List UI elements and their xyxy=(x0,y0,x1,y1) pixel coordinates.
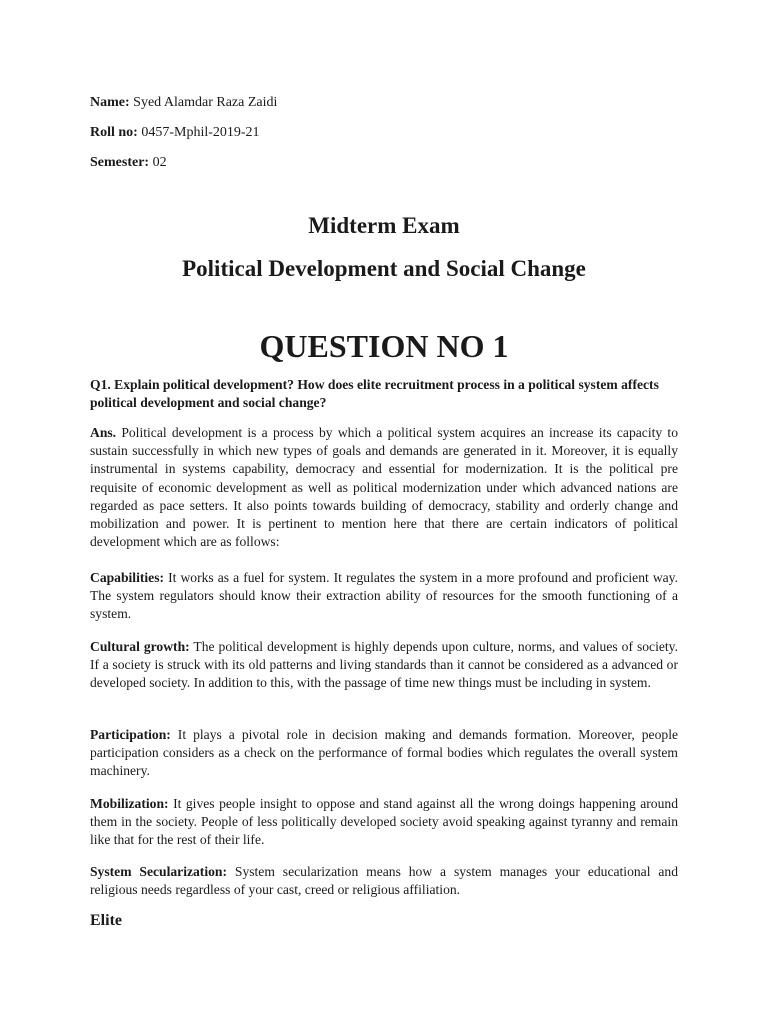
roll-label: Roll no: xyxy=(90,125,138,140)
name-label: Name: xyxy=(90,95,130,110)
indicator-text: It gives people insight to oppose and stand against all the wrong doings happening around them in the society. People of less politically developed society avoid speaking against tyranny and remain like that for the rest of their life. xyxy=(90,796,678,848)
indicator-label: Capabilities: xyxy=(90,570,165,585)
elite-heading: Elite xyxy=(90,912,122,929)
indicator-text: System secularization means how a system manages your educational and religious needs regardless of your cast, creed or religious affiliation. xyxy=(90,864,678,898)
indicator-cultural-growth xyxy=(90,638,678,693)
question-heading: QUESTION NO 1 xyxy=(259,328,509,364)
indicator-system-secularization xyxy=(90,863,678,899)
answer-paragraph xyxy=(90,424,678,551)
indicator-mobilization xyxy=(90,795,678,850)
exam-title: Midterm Exam xyxy=(308,213,460,238)
semester-value: 02 xyxy=(149,155,167,170)
answer-label: Ans. xyxy=(90,425,117,440)
semester-label: Semester: xyxy=(90,155,150,170)
student-name xyxy=(90,94,277,112)
question-text: Q1. Explain political development? How does elite recruitment process in a political system affects political development and social change? xyxy=(90,377,659,411)
name-value: Syed Alamdar Raza Zaidi xyxy=(129,95,278,110)
roll-value: 0457-Mphil-2019-21 xyxy=(137,125,260,140)
indicator-capabilities xyxy=(90,569,678,624)
indicator-participation xyxy=(90,726,678,781)
indicator-label: Cultural growth: xyxy=(90,639,190,654)
indicator-label: Participation: xyxy=(90,727,171,742)
indicator-text: It plays a pivotal role in decision making and demands formation. Moreover, people participation considers as a check on the performance of formal bodies which regulates the overall system machinery. xyxy=(90,727,678,779)
semester xyxy=(90,154,167,172)
answer-text: Political development is a process by which a political system acquires an increase its capacity to sustain successfully in which new types of goals and demands are generated in it. Moreover, it is equally instrumental in systems capability, democracy and essential for modernization. It is the political pre requisite of economic development as well as political modernization under which advanced nations are regarded as pace setters. It also points towards building of democracy, stability and orderly change and mobilization and power. It is pertinent to mention here that there are certain indicators of political development which are as follows: xyxy=(90,425,678,550)
indicator-label: Mobilization: xyxy=(90,796,169,811)
roll-number xyxy=(90,124,260,142)
indicator-label: System Secularization: xyxy=(90,864,227,879)
indicator-text: The political development is highly depends upon culture, norms, and values of society. If a society is struck with its old patterns and living standards than it cannot be considered as a advanced or developed society. In addition to this, with the passage of time new things must be including in system. xyxy=(90,639,678,691)
course-title: Political Development and Social Change xyxy=(182,256,586,281)
indicator-text: It works as a fuel for system. It regulates the system in a more profound and proficient way. The system regulators should know their extraction ability of resources for the smooth functioning of a system. xyxy=(90,570,678,622)
